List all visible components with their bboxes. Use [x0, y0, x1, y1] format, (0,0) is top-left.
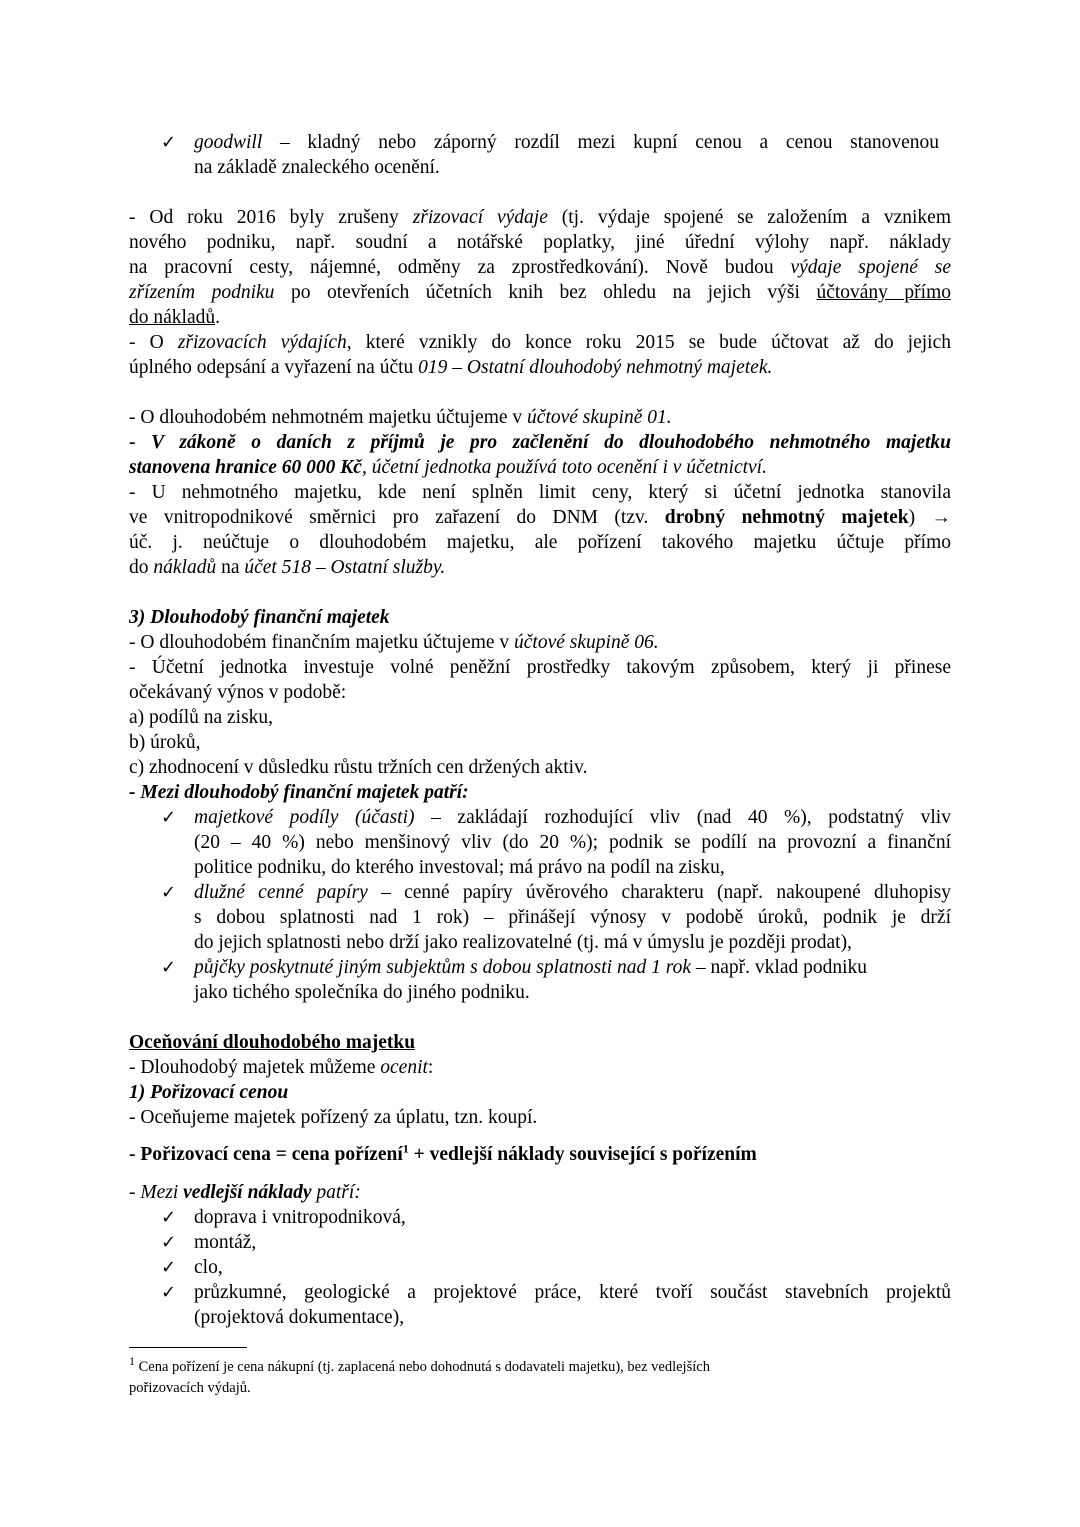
dfm-pujcky-line-1: půjčky poskytnuté jiným subjektům s dobou splatnosti nad 1 rok – např. vklad podniku [194, 957, 868, 978]
dfm-patri: - Mezi dlouhodobý finanční majetek patří: [129, 782, 469, 803]
vn-item-doprava: doprava i vnitropodniková, [194, 1207, 406, 1228]
vn-item-prace-line-2: (projektová dokumentace), [194, 1307, 405, 1328]
oceneni-formula: - Pořizovací cena = cena pořízení$^1$ + vedlejší náklady související s pořízením [129, 1141, 757, 1165]
footnote-ref: 1 [402, 1141, 409, 1156]
dnm-line-6: úč. j. neúčtuje o dlouhodobém majetku, ale pořízení takového majetku účtuje přímo [129, 532, 951, 553]
dfm-podily-line-3: politice podniku, do kterého investoval; má právo na podíl na zisku, [194, 857, 725, 878]
dfm-line-1: - O dlouhodobém finančním majetku účtujeme v účtové skupině 06. [129, 632, 659, 653]
check-icon: ✓ [161, 882, 177, 903]
goodwill-line-1: goodwill – kladný nebo záporný rozdíl mezi kupní cenou a cenou stanovenou [194, 132, 939, 153]
oceneni-line-2: - Oceňujeme majetek pořízený za úplatu, tzn. koupí. [129, 1107, 538, 1128]
dfm-item-b: b) úroků, [129, 732, 201, 753]
dfm-item-a: a) podílů na zisku, [129, 707, 274, 728]
dnm-line-3: stanovena hranice 60 000 Kč, účetní jednotka používá toto ocenění i v účetnictví. [129, 457, 767, 478]
zrizovaci-line-1: - Od roku 2016 byly zrušeny zřizovací výdaje (tj. výdaje spojené se založením a vznikem [129, 207, 952, 228]
check-icon: ✓ [161, 807, 177, 828]
zrizovaci-line-5: do nákladů. [129, 307, 220, 328]
footnote-separator [129, 1347, 247, 1348]
check-icon: ✓ [161, 132, 177, 153]
dfm-cp-line-2: s dobou splatnosti nad 1 rok) – přinášejí výnosy v podobě úroků, podnik je drží [194, 907, 951, 928]
goodwill-line-2: na základě znaleckého ocenění. [194, 157, 440, 178]
dnm-line-2: - V zákoně o daních z příjmů je pro začlenění do dlouhodobého nehmotného majetku [129, 432, 951, 453]
zrizovaci-line-7: úplného odepsání a vyřazení na účtu 019 – Ostatní dlouhodobý nehmotný majetek. [129, 357, 773, 378]
zrizovaci-line-4: zřízením podniku po otevřeních účetních knih bez ohledu na jejich výši účtovány přímo [129, 282, 952, 303]
vedlejsi-naklady-intro: - Mezi vedlejší náklady patří: [129, 1182, 361, 1203]
dnm-line-5: ve vnitropodnikové směrnici pro zařazení do DNM (tzv. drobný nehmotný majetek) → [129, 507, 952, 528]
dfm-cp-line-1: dlužné cenné papíry – cenné papíry úvěrového charakteru (např. nakoupené dluhopisy [194, 882, 951, 903]
dfm-line-3: očekávaný výnos v podobě: [129, 682, 347, 703]
check-icon: ✓ [161, 957, 177, 978]
zrizovaci-line-3: na pracovní cesty, nájemné, odměny za zprostředkování). Nově budou výdaje spojené se [129, 257, 952, 278]
dnm-line-4: - U nehmotného majetku, kde není splněn limit ceny, který si účetní jednotka stanovila [129, 482, 951, 503]
check-icon: ✓ [161, 1257, 177, 1278]
dfm-podily-line-2: (20 – 40 %) nebo menšinový vliv (do 20 %); podnik se podílí na provozní a finanční [194, 832, 951, 853]
check-icon: ✓ [161, 1282, 177, 1303]
check-icon: ✓ [161, 1232, 177, 1253]
dnm-line-7: do nákladů na účet 518 – Ostatní služby. [129, 557, 446, 578]
oceneni-subheading: 1) Pořizovací cenou [129, 1082, 289, 1103]
dfm-heading: 3) Dlouhodobý finanční majetek [129, 607, 390, 628]
check-icon: ✓ [161, 1207, 177, 1228]
dnm-line-1: - O dlouhodobém nehmotném majetku účtujeme v účtové skupině 01. [129, 407, 672, 428]
zrizovaci-line-6: - O zřizovacích výdajích, které vznikly do konce roku 2015 se bude účtovat až do jejich [129, 332, 951, 353]
dfm-cp-line-3: do jejich splatnosti nebo drží jako realizovatelné (tj. má v úmyslu je později prodat), [194, 932, 852, 953]
dfm-item-c: c) zhodnocení v důsledku růstu tržních cen držených aktiv. [129, 757, 588, 778]
oceneni-line-1: - Dlouhodobý majetek můžeme ocenit: [129, 1057, 434, 1078]
dfm-podily-line-1: majetkové podíly (účasti) – zakládají rozhodující vliv (nad 40 %), podstatný vliv [194, 807, 951, 828]
vn-item-montaz: montáž, [194, 1232, 257, 1253]
dfm-line-2: - Účetní jednotka investuje volné peněžní prostředky takovým způsobem, který ji přinese [129, 657, 951, 678]
footnote-line-2: pořizovacích výdajů. [129, 1380, 251, 1396]
oceneni-heading: Oceňování dlouhodobého majetku [129, 1032, 416, 1053]
footnote-mark: 1 [129, 1354, 135, 1369]
footnote-line-1: $^1$ Cena pořízení je cena nákupní (tj. zaplacená nebo dohodnutá s dodavateli majetku), bez vedlejších [129, 1354, 710, 1375]
vn-item-prace-line-1: průzkumné, geologické a projektové práce, které tvoří součást stavebních projektů [194, 1282, 951, 1303]
dfm-pujcky-line-2: jako tichého společníka do jiného podniku. [194, 982, 530, 1003]
zrizovaci-line-2: nového podniku, např. soudní a notářské poplatky, jiné úřední výlohy např. náklady [129, 232, 951, 253]
vn-item-clo: clo, [194, 1257, 223, 1278]
